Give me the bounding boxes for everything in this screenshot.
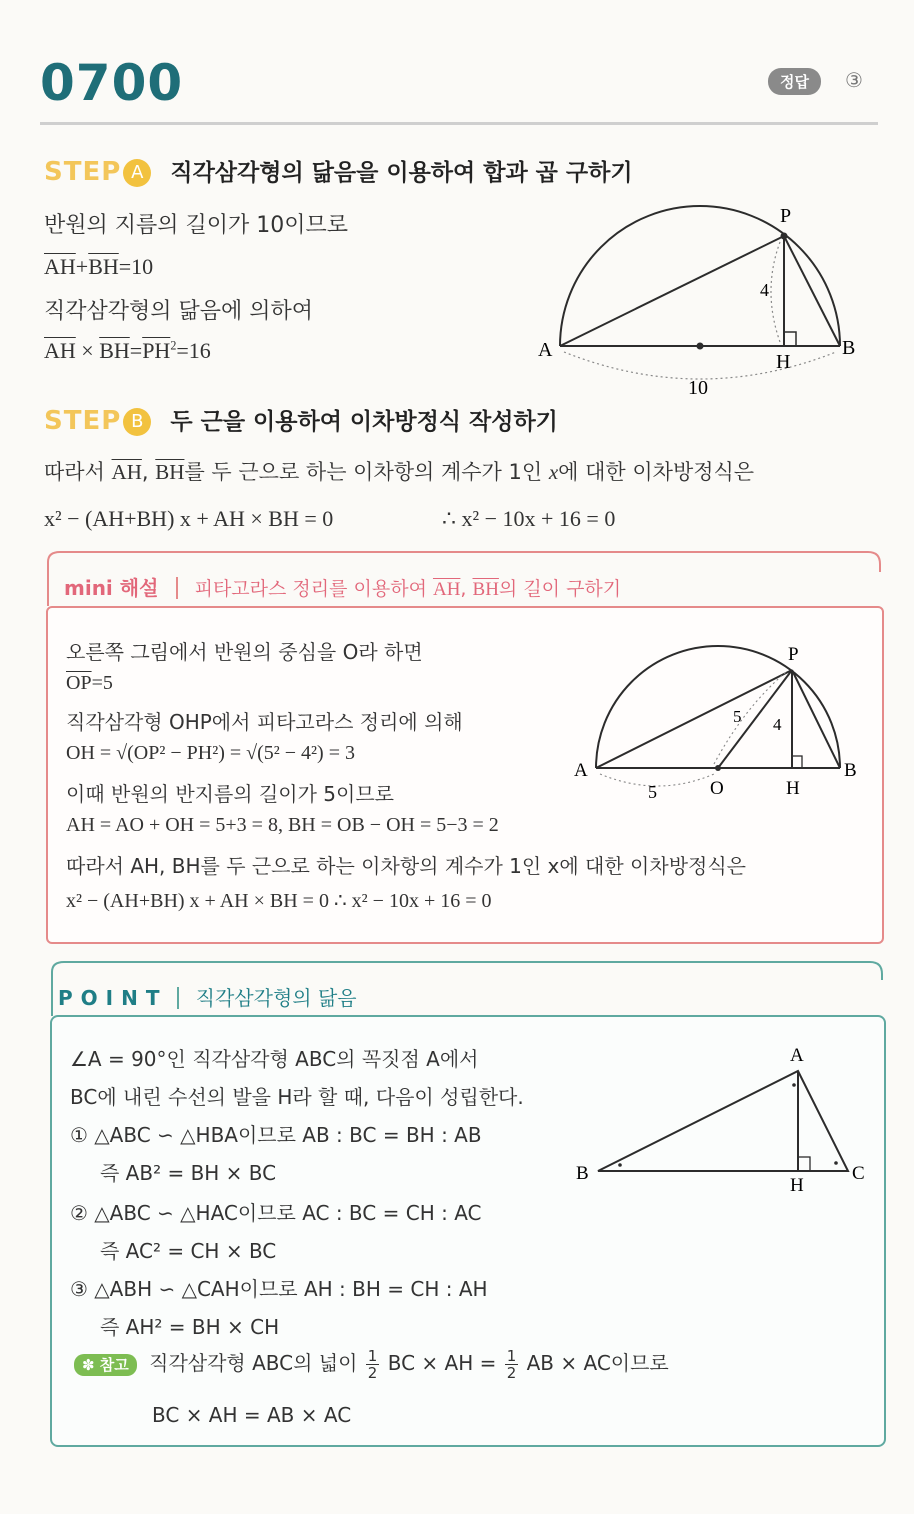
- right-angle-mark: [784, 332, 796, 346]
- label-diameter-length: 10: [688, 377, 708, 399]
- label-p: P: [780, 205, 792, 227]
- point-body: [70, 1043, 669, 1433]
- diameter-dimension-arc: [564, 352, 836, 379]
- step-a-line-2: $\overline{AH}+\overline{BH}=10$: [44, 254, 154, 279]
- mini-body: [66, 632, 746, 932]
- step-a-title: 직각삼각형의 닮음을 이용하여 합과 곱 구하기: [170, 160, 633, 186]
- point-line-5: ② △ABC ∽ △HAC이므로 AC : BC = CH : AC: [70, 1201, 482, 1225]
- mini-label-ao-length: 5: [648, 782, 657, 802]
- answer-badge: 정답: [768, 68, 821, 95]
- semicircle-figure: [530, 196, 870, 406]
- step-a-heading: [44, 154, 633, 187]
- tri-label-h: H: [790, 1175, 804, 1193]
- mini-label-ph-length: 4: [773, 715, 782, 734]
- mini-line-1: 오른쪽 그림에서 반원의 중심을 O라 하면: [66, 640, 423, 664]
- point-line-6: 즉 AC² = CH × BC: [100, 1239, 277, 1263]
- step-a-line-3: 직각삼각형의 닮음에 의하여: [44, 299, 314, 324]
- step-b-equation-2: ∴ x² − 10x + 16 = 0: [442, 506, 616, 531]
- header-divider: [40, 122, 878, 125]
- mini-line-6: AH = AO + OH = 5+3 = 8, BH = OB − OH = 5−3 = 2: [66, 814, 499, 836]
- mini-label-b: B: [844, 760, 857, 781]
- step-b-letter: B: [123, 408, 151, 436]
- point-line-1: ∠A = 90°인 직각삼각형 ABC의 꼭짓점 A에서: [70, 1047, 479, 1071]
- tri-label-b: B: [576, 1163, 589, 1184]
- point-line-4: 즉 AB² = BH × BC: [100, 1161, 277, 1185]
- point-line-2: BC에 내린 수선의 발을 H라 할 때, 다음이 성립한다.: [70, 1085, 524, 1109]
- point-line-7: ③ △ABH ∽ △CAH이므로 AH : BH = CH : AH: [70, 1277, 488, 1301]
- step-a-body: [44, 200, 544, 370]
- step-b-heading: [44, 403, 558, 436]
- point-note: ✽ 참고 직각삼각형 ABC의 넓이 $\frac{1}{2}$ BC × AH = $\frac{1}{2}$ AB × AC이므로: [74, 1347, 669, 1381]
- segment-ap: [560, 236, 784, 346]
- point-note-last: BC × AH = AB × AC: [152, 1403, 352, 1427]
- mini-line-7: 따라서 AH, BH를 두 근으로 하는 이차항의 계수가 1인 x에 대한 이차방정식은: [66, 854, 746, 878]
- mini-label-o: O: [710, 778, 724, 799]
- mini-label-op-length: 5: [733, 707, 742, 726]
- step-b-equation-1: x² − (AH+BH) x + AH × BH = 0: [44, 506, 334, 531]
- mini-title: 피타고라스 정리를 이용하여 $\overline{AH}$, $\overline{BH}$의 길이 구하기: [194, 578, 622, 600]
- tri-label-a: A: [790, 1045, 804, 1066]
- step-a-label: STEP: [44, 157, 122, 187]
- step-b-label: STEP: [44, 406, 122, 436]
- point-separator: [177, 987, 179, 1009]
- label-a: A: [538, 339, 553, 361]
- step-a-line-1: 반원의 지름의 길이가 10이므로: [44, 213, 348, 238]
- ph-dimension-arc: [771, 242, 780, 342]
- point-heading: [58, 982, 357, 1011]
- mini-line-3: 직각삼각형 OHP에서 피타고라스 정리에 의해: [66, 710, 463, 734]
- point-box: [50, 1015, 886, 1447]
- point-line-3: ① △ABC ∽ △HBA이므로 AB : BC = BH : AB: [70, 1123, 482, 1147]
- mini-label-p: P: [788, 644, 799, 665]
- mini-label-a: A: [574, 760, 588, 781]
- label-ph-length: 4: [760, 280, 769, 300]
- mini-line-2: $\overline{OP}=5$: [66, 672, 113, 694]
- right-triangle-figure: [568, 1043, 878, 1193]
- answer-value: ③: [845, 68, 863, 92]
- mini-line-8: x² − (AH+BH) x + AH × BH = 0 ∴ x² − 10x + 16 = 0: [66, 890, 492, 912]
- point-line-8: 즉 AH² = BH × CH: [100, 1315, 280, 1339]
- mini-semicircle-figure: [568, 638, 878, 808]
- mini-line-4: OH = √(OP² − PH²) = √(5² − 4²) = 3: [66, 742, 355, 764]
- step-b-line-1: 따라서 $\overline{AH}$, $\overline{BH}$를 두 근으로 하는 이차항의 계수가 1인 x에 대한 이차방정식은: [44, 460, 755, 484]
- mini-label: mini 해설: [64, 576, 159, 600]
- mini-label-h: H: [786, 778, 800, 799]
- center-point: [697, 343, 704, 350]
- step-a-line-4: $\overline{AH} \times \overline{BH}=\overline{PH}^2=16$: [44, 338, 211, 363]
- problem-number: 0700: [40, 54, 184, 112]
- point-title: 직각삼각형의 닮음: [195, 986, 357, 1010]
- point-label: POINT: [58, 986, 168, 1010]
- mini-line-5: 이때 반원의 반지름의 길이가 5이므로: [66, 782, 394, 806]
- point-p: [781, 233, 788, 240]
- label-h: H: [776, 351, 791, 373]
- mini-separator: [176, 577, 178, 599]
- tri-label-c: C: [852, 1163, 865, 1184]
- mini-solution-box: [46, 606, 884, 944]
- label-b: B: [842, 337, 856, 359]
- segment-bp: [784, 236, 840, 346]
- mini-heading: [64, 572, 621, 601]
- step-a-letter: A: [123, 159, 151, 187]
- step-b-title: 두 근을 이용하여 이차방정식 작성하기: [170, 409, 558, 435]
- note-tag: ✽ 참고: [74, 1354, 137, 1376]
